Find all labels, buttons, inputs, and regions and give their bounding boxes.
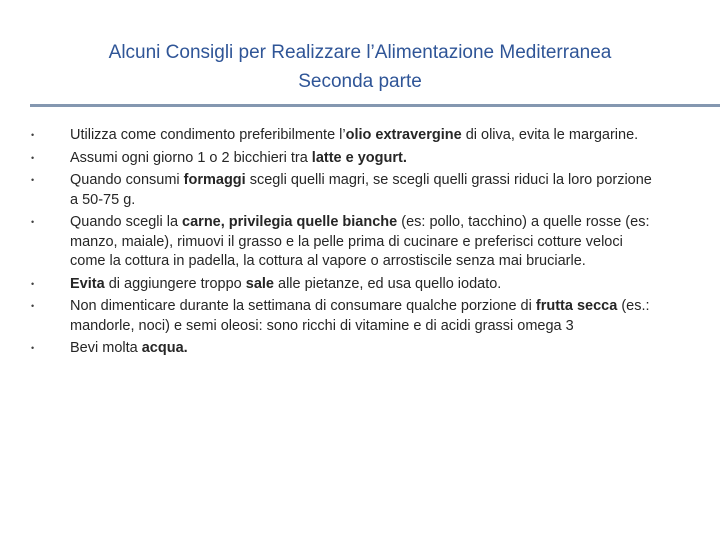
bullet-item <box>0 297 660 336</box>
bullet-text-bold: frutta secca <box>535 298 618 314</box>
bullet-text: di oliva, evita le margarine. <box>461 127 639 143</box>
bullet-text-bold: sale <box>245 275 274 292</box>
bullet-point-icon: • <box>31 343 35 353</box>
bullet-point-icon: • <box>31 152 35 163</box>
bullet-item <box>0 149 660 169</box>
bullet-point-icon: • <box>31 130 35 140</box>
bullet-text: Non dimenticare durante la settimana di consumare qualche porzione di <box>70 298 536 314</box>
bullet-point-icon: • <box>31 301 35 311</box>
bullet-text: scegli quelli magri, se scegli quelli grassi riduci la loro porzione a 50-75 g. <box>70 172 652 208</box>
bullet-item <box>0 275 660 295</box>
bullet-item <box>0 171 660 210</box>
bullet-text: Quando scegli la <box>70 214 183 230</box>
bullet-text-bold: olio extravergine <box>345 127 462 143</box>
bullet-text: di aggiungere troppo <box>104 275 246 292</box>
bullet-text: Utilizza come condimento preferibilmente l’ <box>70 127 346 143</box>
bullet-item <box>0 126 660 146</box>
bullet-point-icon: • <box>31 175 35 185</box>
bullet-text: Bevi molta <box>70 340 142 356</box>
bullet-text: alle pietanze, ed usa quello iodato. <box>273 275 502 292</box>
bullet-text-bold: Evita <box>70 275 105 292</box>
bullet-text: Assumi ogni giorno 1 o 2 bicchieri tra <box>70 149 312 166</box>
bullet-text-bold: latte e yogurt. <box>311 149 407 166</box>
bullet-item <box>0 339 660 359</box>
slide-title <box>0 38 720 96</box>
title-line-2: Seconda parte <box>298 71 422 92</box>
bullet-list <box>0 126 720 362</box>
bullet-text: Quando consumi <box>70 172 184 188</box>
bullet-text: (es: pollo, tacchino) a quelle rosse (es: manzo, maiale), rimuovi il grasso e la pelle prima di cucinare e preferisci cotture veloci come la cottura in padella, la cottura al vapore o arrostiscile senza mai bruciarle. <box>70 214 650 269</box>
bullet-text-bold: acqua. <box>141 340 188 356</box>
title-underline <box>30 104 720 107</box>
bullet-point-icon: • <box>31 217 35 227</box>
bullet-point-icon: • <box>31 278 35 289</box>
bullet-text: (es.: mandorle, noci) e semi oleosi: sono ricchi di vitamine e di acidi grassi omega 3 <box>70 298 650 334</box>
bullet-text-bold: formaggi <box>183 172 246 188</box>
bullet-item <box>0 213 660 272</box>
bullet-text-bold: carne, privilegia quelle bianche <box>182 214 398 230</box>
title-line-1: Alcuni Consigli per Realizzare l’Alimentazione Mediterranea <box>108 42 612 63</box>
